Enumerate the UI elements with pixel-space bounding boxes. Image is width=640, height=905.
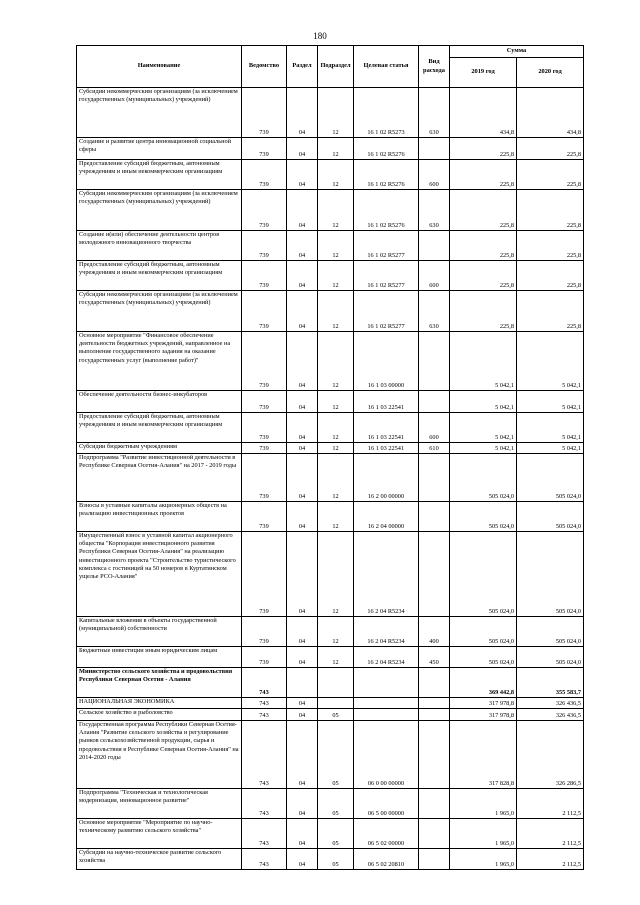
table-cell-exp-type	[419, 849, 450, 870]
table-row	[77, 443, 584, 454]
table-cell-name: НАЦИОНАЛЬНАЯ ЭКОНОМИКА	[77, 698, 242, 709]
table-cell-exp-type	[419, 502, 450, 532]
table-cell-subsection: 12	[318, 261, 354, 291]
table-cell-target: 16 1 02 R5277	[354, 291, 419, 332]
header-dept: Ведомство	[242, 46, 287, 88]
table-cell-name: Министерство сельского хозяйства и продовольствия Республики Северная Осетия - Алания	[77, 668, 242, 698]
table-cell-section: 04	[287, 291, 318, 332]
table-cell-dept: 739	[242, 502, 287, 532]
table-cell-2019: 5 042,1	[450, 391, 517, 413]
table-cell-subsection: 12	[318, 443, 354, 454]
table-cell-2019: 505 024,0	[450, 454, 517, 502]
budget-table	[76, 45, 584, 870]
table-cell-target	[354, 709, 419, 721]
table-cell-target: 06 5 02 20810	[354, 849, 419, 870]
table-cell-subsection: 12	[318, 532, 354, 617]
table-cell-2019: 5 042,1	[450, 332, 517, 391]
table-cell-target: 16 2 04 R5234	[354, 647, 419, 668]
table-cell-2020: 326 436,5	[517, 698, 584, 709]
table-cell-2019: 1 965,0	[450, 849, 517, 870]
header-subsection: Подраздел	[318, 46, 354, 88]
header-2020: 2020 год	[517, 58, 584, 88]
table-cell-target: 06 5 00 00000	[354, 789, 419, 819]
table-cell-section: 04	[287, 698, 318, 709]
table-cell-exp-type	[419, 454, 450, 502]
table-cell-section: 04	[287, 721, 318, 789]
table-cell-2020: 355 583,7	[517, 668, 584, 698]
table-cell-exp-type	[419, 698, 450, 709]
table-cell-name: Предоставление субсидий бюджетным, автономным учреждениям и иным некоммерческим организациям	[77, 413, 242, 443]
table-cell-name: Субсидии некоммерческим организациям (за исключением государственных (муниципальных) учреждений)	[77, 190, 242, 231]
table-row	[77, 721, 584, 789]
table-cell-exp-type: 450	[419, 647, 450, 668]
table-cell-section: 04	[287, 819, 318, 849]
table-cell-2020: 225,8	[517, 190, 584, 231]
table-cell-dept: 739	[242, 332, 287, 391]
table-cell-2019: 369 442,8	[450, 668, 517, 698]
table-cell-exp-type	[419, 721, 450, 789]
table-cell-section: 04	[287, 709, 318, 721]
table-cell-name: Субсидии на научно-техническое развитие сельского хозяйства	[77, 849, 242, 870]
table-row	[77, 668, 584, 698]
table-cell-2019: 317 978,8	[450, 698, 517, 709]
table-cell-2020: 5 042,1	[517, 332, 584, 391]
table-cell-dept: 739	[242, 413, 287, 443]
table-cell-section: 04	[287, 332, 318, 391]
table-row	[77, 647, 584, 668]
table-cell-2020: 5 042,1	[517, 391, 584, 413]
table-cell-subsection: 12	[318, 617, 354, 647]
table-row	[77, 332, 584, 391]
table-cell-subsection: 12	[318, 138, 354, 160]
table-cell-2019: 317 828,8	[450, 721, 517, 789]
table-cell-target: 06 5 02 00000	[354, 819, 419, 849]
table-row	[77, 789, 584, 819]
table-cell-target: 16 1 02 R5276	[354, 190, 419, 231]
table-cell-target: 16 2 04 00000	[354, 502, 419, 532]
table-cell-exp-type	[419, 231, 450, 261]
table-cell-dept: 739	[242, 138, 287, 160]
table-cell-2019: 225,8	[450, 231, 517, 261]
table-cell-exp-type: 600	[419, 261, 450, 291]
table-cell-exp-type	[419, 789, 450, 819]
table-cell-exp-type: 400	[419, 617, 450, 647]
table-cell-target: 16 1 03 22541	[354, 391, 419, 413]
table-cell-dept: 739	[242, 391, 287, 413]
table-cell-exp-type	[419, 532, 450, 617]
table-cell-exp-type: 630	[419, 190, 450, 231]
table-cell-name: Сельское хозяйство и рыболовство	[77, 709, 242, 721]
table-cell-2019: 317 978,8	[450, 709, 517, 721]
table-cell-subsection: 12	[318, 88, 354, 138]
table-cell-dept: 739	[242, 647, 287, 668]
table-cell-target: 16 1 02 R5276	[354, 160, 419, 190]
table-cell-2020: 505 024,0	[517, 617, 584, 647]
table-cell-section: 04	[287, 138, 318, 160]
table-cell-2020: 505 024,0	[517, 502, 584, 532]
table-cell-name: Предоставление субсидий бюджетным, автономным учреждениям и иным некоммерческим организациям	[77, 160, 242, 190]
table-body	[77, 88, 584, 870]
header-target: Целевая статья	[354, 46, 419, 88]
table-cell-subsection: 12	[318, 454, 354, 502]
header-sum: Сумма	[450, 46, 584, 58]
table-cell-exp-type	[419, 332, 450, 391]
table-cell-subsection: 05	[318, 849, 354, 870]
table-cell-2019: 505 024,0	[450, 532, 517, 617]
table-cell-dept: 739	[242, 291, 287, 332]
table-cell-exp-type: 600	[419, 413, 450, 443]
table-cell-2019: 225,8	[450, 160, 517, 190]
table-cell-dept: 739	[242, 261, 287, 291]
table-cell-section: 04	[287, 261, 318, 291]
table-cell-2019: 225,8	[450, 138, 517, 160]
table-cell-name: Капитальные вложения в объекты государственной (муниципальной) собственности	[77, 617, 242, 647]
table-cell-dept: 743	[242, 849, 287, 870]
table-cell-exp-type	[419, 819, 450, 849]
table-cell-subsection	[318, 698, 354, 709]
table-row	[77, 160, 584, 190]
table-cell-name: Субсидии некоммерческим организациям (за исключением государственных (муниципальных) учреждений)	[77, 291, 242, 332]
table-cell-2020: 2 112,5	[517, 789, 584, 819]
table-cell-target: 16 1 03 22541	[354, 413, 419, 443]
table-cell-2020: 434,8	[517, 88, 584, 138]
table-cell-dept: 739	[242, 88, 287, 138]
table-row	[77, 391, 584, 413]
table-cell-section: 04	[287, 391, 318, 413]
table-row	[77, 138, 584, 160]
table-cell-dept: 739	[242, 617, 287, 647]
header-2019: 2019 год	[450, 58, 517, 88]
page-number: 180	[313, 31, 327, 41]
table-cell-exp-type	[419, 709, 450, 721]
table-cell-subsection	[318, 668, 354, 698]
table-cell-exp-type	[419, 138, 450, 160]
table-row	[77, 454, 584, 502]
table-cell-2020: 2 112,5	[517, 849, 584, 870]
table-cell-subsection: 12	[318, 291, 354, 332]
table-cell-2019: 225,8	[450, 291, 517, 332]
table-cell-2020: 225,8	[517, 231, 584, 261]
table-cell-subsection: 12	[318, 647, 354, 668]
table-cell-exp-type	[419, 668, 450, 698]
table-cell-subsection: 12	[318, 332, 354, 391]
table-cell-2020: 326 436,5	[517, 709, 584, 721]
table-cell-name: Подпрограмма "Техническая и технологическая модернизация, инновационное развитие"	[77, 789, 242, 819]
table-cell-target: 16 1 03 00000	[354, 332, 419, 391]
table-cell-section: 04	[287, 849, 318, 870]
table-cell-exp-type	[419, 391, 450, 413]
table-cell-target: 16 1 03 22541	[354, 443, 419, 454]
table-cell-target: 16 1 02 R5277	[354, 261, 419, 291]
table-row	[77, 190, 584, 231]
table-cell-section: 04	[287, 231, 318, 261]
table-cell-name: Имущественный взнос в уставной капитал акционерного общества "Корпорация инвестиционного развития Республики Северная Осетия-Алания" на реализацию инвестиционного проекта "Строительство туристического комплекса с гостиницей на 50 номеров в Куртатинском ущелье РСО-Алания"	[77, 532, 242, 617]
table-cell-subsection: 12	[318, 502, 354, 532]
table-row	[77, 532, 584, 617]
table-cell-name: Бюджетные инвестиции иным юридическим лицам	[77, 647, 242, 668]
table-cell-dept: 739	[242, 231, 287, 261]
table-cell-name: Основное мероприятие "Финансовое обеспечение деятельности бюджетных учреждений, направленное на выполнение государственного задания на оказание государственных услуг (выполнение работ)"	[77, 332, 242, 391]
table-cell-2020: 505 024,0	[517, 647, 584, 668]
table-cell-2020: 225,8	[517, 160, 584, 190]
table-cell-name: Государственная программа Республики Северная Осетия-Алания "Развитие сельского хозяйства и регулирование рынков сельскохозяйственной продукции, сырья и продовольствия в Республике Северная Осетия-Алания" на 2014-2020 годы	[77, 721, 242, 789]
header-name: Наименование	[77, 46, 242, 88]
table-cell-2019: 505 024,0	[450, 502, 517, 532]
table-cell-dept: 743	[242, 698, 287, 709]
table-cell-target: 16 2 04 R5234	[354, 617, 419, 647]
table-cell-2019: 5 042,1	[450, 443, 517, 454]
table-cell-exp-type: 630	[419, 88, 450, 138]
table-cell-subsection: 12	[318, 190, 354, 231]
table-cell-target	[354, 668, 419, 698]
table-cell-target	[354, 698, 419, 709]
table-cell-2019: 225,8	[450, 190, 517, 231]
table-cell-dept: 743	[242, 721, 287, 789]
header-section: Раздел	[287, 46, 318, 88]
table-cell-dept: 739	[242, 190, 287, 231]
table-cell-name: Обеспечение деятельности бизнес-инкубаторов	[77, 391, 242, 413]
table-cell-exp-type: 610	[419, 443, 450, 454]
table-cell-dept: 739	[242, 443, 287, 454]
table-cell-2019: 225,8	[450, 261, 517, 291]
table-cell-2020: 5 042,1	[517, 413, 584, 443]
table-cell-name: Основное мероприятие "Мероприятие по научно-техническому развитию сельского хозяйства"	[77, 819, 242, 849]
table-cell-2020: 2 112,5	[517, 819, 584, 849]
table-cell-target: 16 2 00 00000	[354, 454, 419, 502]
table-cell-subsection: 05	[318, 721, 354, 789]
table-cell-name: Предоставление субсидий бюджетным, автономным учреждениям и иным некоммерческим организациям	[77, 261, 242, 291]
table-cell-subsection: 12	[318, 413, 354, 443]
table-cell-name: Субсидии бюджетным учреждениям	[77, 443, 242, 454]
table-cell-2019: 1 965,0	[450, 819, 517, 849]
table-cell-target: 16 1 02 R5277	[354, 231, 419, 261]
table-row	[77, 231, 584, 261]
table-cell-2019: 434,8	[450, 88, 517, 138]
table-row	[77, 698, 584, 709]
table-cell-exp-type: 600	[419, 160, 450, 190]
table-cell-subsection: 05	[318, 819, 354, 849]
header-exp-type: Вид расхода	[419, 46, 450, 88]
table-cell-section: 04	[287, 502, 318, 532]
table-cell-name: Создание и развитие центра инновационной социальной сферы	[77, 138, 242, 160]
table-cell-subsection: 12	[318, 231, 354, 261]
table-row	[77, 709, 584, 721]
table-cell-dept: 739	[242, 160, 287, 190]
table-cell-section: 04	[287, 88, 318, 138]
table-cell-name: Подпрограмма "Развитие инвестиционной деятельности в Республике Северная Осетия-Алания" на 2017 - 2019 годы	[77, 454, 242, 502]
table-cell-exp-type: 630	[419, 291, 450, 332]
table-cell-2020: 505 024,0	[517, 532, 584, 617]
table-cell-section: 04	[287, 413, 318, 443]
table-cell-dept: 743	[242, 789, 287, 819]
table-cell-2020: 225,8	[517, 261, 584, 291]
table-row	[77, 88, 584, 138]
table-cell-subsection: 05	[318, 709, 354, 721]
table-row	[77, 849, 584, 870]
table-cell-2020: 326 286,5	[517, 721, 584, 789]
table-cell-subsection: 12	[318, 391, 354, 413]
table-cell-target: 16 1 02 R5276	[354, 138, 419, 160]
table-cell-section: 04	[287, 789, 318, 819]
table-cell-dept: 743	[242, 668, 287, 698]
table-cell-section: 04	[287, 160, 318, 190]
table-cell-section: 04	[287, 190, 318, 231]
table-cell-dept: 739	[242, 454, 287, 502]
table-cell-2020: 5 042,1	[517, 443, 584, 454]
table-cell-2019: 505 024,0	[450, 617, 517, 647]
table-cell-dept: 743	[242, 819, 287, 849]
table-cell-section: 04	[287, 532, 318, 617]
table-cell-name: Создание и(или) обеспечение деятельности центров молодежного инновационного творчества	[77, 231, 242, 261]
table-cell-name: Взносы в уставные капиталы акционерных обществ на реализацию инвестиционных проектов	[77, 502, 242, 532]
table-cell-2019: 505 024,0	[450, 647, 517, 668]
table-cell-2020: 225,8	[517, 138, 584, 160]
table-cell-dept: 739	[242, 532, 287, 617]
table-cell-subsection: 12	[318, 160, 354, 190]
table-cell-name: Субсидии некоммерческим организациям (за исключением государственных (муниципальных) учреждений)	[77, 88, 242, 138]
table-row	[77, 413, 584, 443]
table-cell-target: 16 2 04 R5234	[354, 532, 419, 617]
table-row	[77, 291, 584, 332]
table-row	[77, 502, 584, 532]
table-cell-subsection: 05	[318, 789, 354, 819]
table-cell-2019: 5 042,1	[450, 413, 517, 443]
table-row	[77, 819, 584, 849]
table-cell-section: 04	[287, 454, 318, 502]
table-cell-2020: 505 024,0	[517, 454, 584, 502]
table-row	[77, 617, 584, 647]
table-cell-target: 06 0 00 00000	[354, 721, 419, 789]
table-cell-section	[287, 668, 318, 698]
table-cell-dept: 743	[242, 709, 287, 721]
table-cell-2020: 225,8	[517, 291, 584, 332]
table-cell-section: 04	[287, 617, 318, 647]
table-cell-section: 04	[287, 647, 318, 668]
table-row	[77, 261, 584, 291]
table-cell-section: 04	[287, 443, 318, 454]
table-cell-target: 16 1 02 R5273	[354, 88, 419, 138]
table-cell-2019: 1 965,0	[450, 789, 517, 819]
